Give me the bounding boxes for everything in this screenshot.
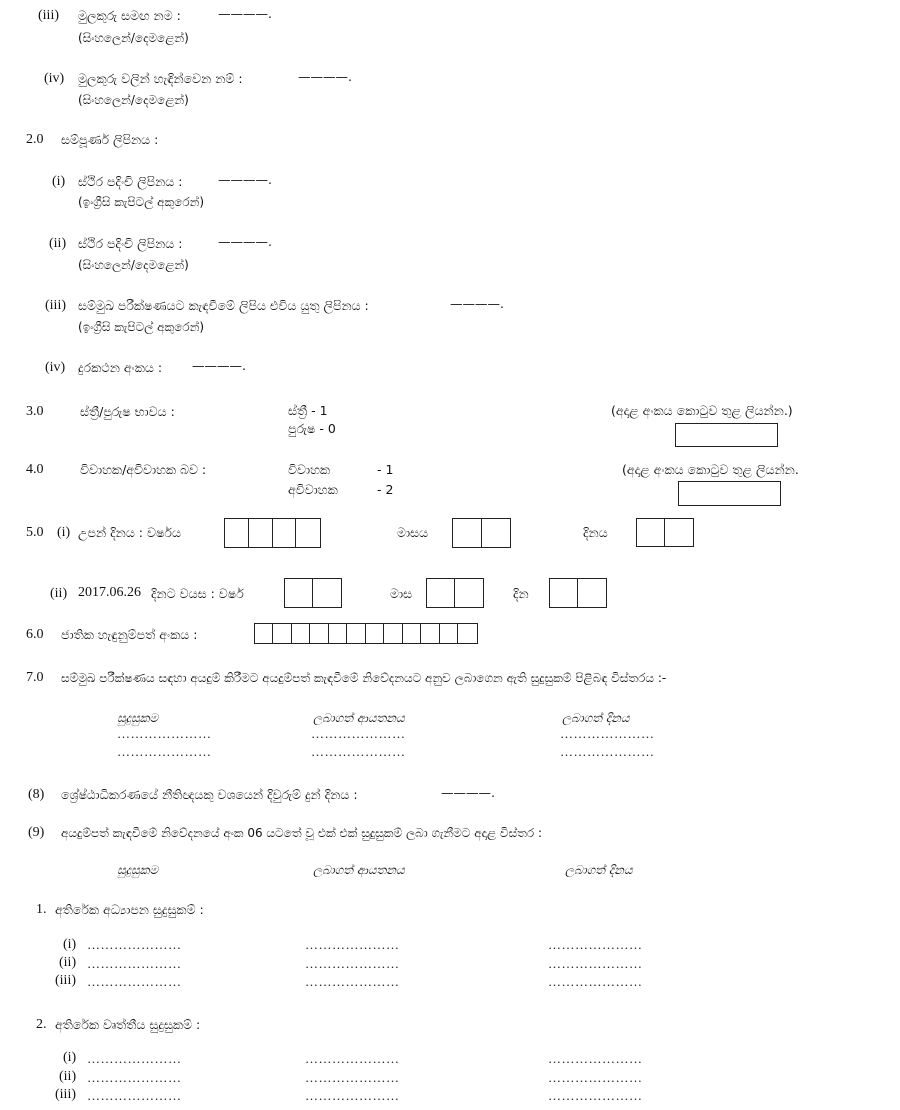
section-2-title: සම්පූර්ණ ලිපිනය : <box>61 132 159 147</box>
institution-field[interactable]: ………………… <box>305 1051 400 1066</box>
digit-box[interactable] <box>273 624 291 643</box>
qualification-field[interactable]: ………………… <box>117 744 212 759</box>
gender-label: ස්ත්‍රී/පුරුෂ භාවය : <box>80 404 175 419</box>
known-name-label: මුලකුරු වලින් හැඳින්වෙන නම් : <box>78 71 243 86</box>
digit-box[interactable] <box>440 624 458 643</box>
date-field[interactable]: ………………… <box>548 1070 643 1085</box>
digit-box[interactable] <box>329 624 347 643</box>
marital-option-married: විවාහක <box>288 462 331 477</box>
digit-box[interactable] <box>273 519 297 547</box>
section-4-number: 4.0 <box>26 462 44 477</box>
qualification-field[interactable]: ………………… <box>117 726 212 741</box>
col-header-qualification: සුදුසුකම <box>117 711 158 725</box>
col-header-date: ලබාගත් දිනය <box>565 863 633 877</box>
digit-box[interactable] <box>421 624 439 643</box>
permanent-address-si-hint: (සිංහලෙන්/දෙමළෙන්) <box>78 258 189 272</box>
permanent-address-en-line[interactable]: ————. <box>218 172 272 187</box>
age-reference-date: 2017.06.26 <box>78 585 141 600</box>
digit-box[interactable] <box>310 624 328 643</box>
known-name-hint: (සිංහලෙන්/දෙමළෙන්) <box>78 93 189 107</box>
digit-box[interactable] <box>578 579 606 607</box>
qualification-field[interactable]: ………………… <box>87 937 182 952</box>
col-header-institution: ලබාගත් ආයතනය <box>313 863 405 877</box>
phone-line[interactable]: ————. <box>192 358 246 373</box>
date-field[interactable]: ………………… <box>560 744 655 759</box>
age-months-label: මාස <box>390 586 413 601</box>
digit-box[interactable] <box>482 519 511 547</box>
institution-field[interactable]: ………………… <box>305 974 400 989</box>
additional-professional-label: අතිරේක වෘත්තීය සුදුසුකම් : <box>55 1017 201 1032</box>
row-index: (iii) <box>55 1087 76 1102</box>
col-header-qualification: සුදුසුකම <box>117 863 158 877</box>
section-3-number: 3.0 <box>26 404 44 419</box>
row-index: (i) <box>63 1050 77 1065</box>
digit-box[interactable] <box>255 624 273 643</box>
qualification-field[interactable]: ………………… <box>87 974 182 989</box>
initials-name-hint: (සිංහලෙන්/දෙමළෙන්) <box>78 31 189 45</box>
q2-number: 2. <box>36 1017 47 1032</box>
date-field[interactable]: ………………… <box>548 1051 643 1066</box>
digit-box[interactable] <box>550 579 578 607</box>
item-8-number: (8) <box>28 787 45 802</box>
marital-note: (අදාළ අංකය කොටුව තුළ ලියන්න. <box>622 462 799 477</box>
section-2-number: 2.0 <box>26 132 44 147</box>
date-field[interactable]: ………………… <box>548 956 643 971</box>
birth-day-boxes[interactable] <box>636 518 694 547</box>
date-field[interactable]: ………………… <box>548 937 643 952</box>
digit-box[interactable] <box>637 519 665 546</box>
age-years-boxes[interactable] <box>284 578 342 608</box>
mailing-address-label: සම්මුඛ පරීක්ෂණයට කැඳවීමේ ලිපිය එවිය යුතු ලිපිනය : <box>78 298 369 313</box>
qualification-field[interactable]: ………………… <box>87 1070 182 1085</box>
permanent-address-en-hint: (ඉංග්‍රීසි කැපිටල් අකුරෙන්) <box>78 195 205 209</box>
digit-box[interactable] <box>249 519 273 547</box>
institution-field[interactable]: ………………… <box>305 1088 400 1103</box>
nic-label: ජාතික හැඳුනුම්පත් අංකය : <box>61 627 198 642</box>
digit-box[interactable] <box>225 519 249 547</box>
initials-name-label: මුලකුරු සමඟ නම : <box>78 8 181 23</box>
birth-date-index: (i) <box>57 525 71 540</box>
birth-day-label: දිනය <box>583 525 608 540</box>
date-field[interactable]: ………………… <box>560 726 655 741</box>
digit-box[interactable] <box>453 519 482 547</box>
phone-number-index: (iv) <box>45 360 66 375</box>
birth-month-label: මාසය <box>397 525 429 540</box>
birth-year-label: උපන් දිනය : වර්ෂය <box>78 525 181 540</box>
qualification-field[interactable]: ………………… <box>87 1051 182 1066</box>
gender-option-male: පුරුෂ - 0 <box>288 421 336 436</box>
nic-boxes[interactable] <box>254 623 478 644</box>
item-iv-number: (iv) <box>44 71 65 86</box>
birth-year-boxes[interactable] <box>224 518 321 548</box>
age-days-boxes[interactable] <box>549 578 607 608</box>
digit-box[interactable] <box>427 579 455 607</box>
marital-status-label: විවාහක/අවිවාහක බව : <box>80 462 207 477</box>
row-index: (i) <box>63 937 77 952</box>
section-7-number: 7.0 <box>26 670 44 685</box>
age-index: (ii) <box>50 586 68 601</box>
digit-box[interactable] <box>285 579 313 607</box>
institution-field[interactable]: ………………… <box>311 744 406 759</box>
known-name-line[interactable]: ————. <box>298 69 352 84</box>
institution-field[interactable]: ………………… <box>305 1070 400 1085</box>
digit-box[interactable] <box>384 624 402 643</box>
gender-input-box[interactable] <box>675 423 778 447</box>
qualification-field[interactable]: ………………… <box>87 1088 182 1103</box>
permanent-address-si-label: ස්ථිර පදිංචි ලිපිනය : <box>78 236 183 251</box>
qualifications-intro: සම්මුඛ පරීක්ෂණය සඳහා අයදුම් කිරීමට අයදුම්පත් කැඳවීමේ නිවේදනයට අනුව ලබාගෙන ඇති සුදුසුකම් පිළිබඳ විස්තරය :- <box>61 671 667 685</box>
address-iii-number: (iii) <box>45 298 66 313</box>
oath-date-line[interactable]: ————. <box>441 785 495 800</box>
marital-option-unmarried-value: - 2 <box>377 482 394 497</box>
gender-option-female: ස්ත්‍රී - 1 <box>288 403 328 418</box>
date-field[interactable]: ………………… <box>548 974 643 989</box>
permanent-address-en-label: ස්ථිර පදිංචි ලිපිනය : <box>78 174 183 189</box>
marital-option-married-value: - 1 <box>377 462 394 477</box>
digit-box[interactable] <box>313 579 341 607</box>
age-years-label: දිනට වයස : වර්ෂ <box>151 586 244 601</box>
row-index: (iii) <box>55 973 76 988</box>
digit-box[interactable] <box>458 624 476 643</box>
digit-box[interactable] <box>292 624 310 643</box>
gender-note: (අදාළ අංකය කොටුව තුළ ලියන්න.) <box>611 403 793 418</box>
additional-education-label: අතිරේක අධ්‍යාපන සුදුසුකම් : <box>55 902 204 917</box>
address-ii-number: (ii) <box>49 236 67 251</box>
age-months-boxes[interactable] <box>426 578 484 608</box>
additional-qualifications-intro: අයදුම්පත් කැඳවීමේ නිවේදනයේ අංක 06 යටතේ වූ එක් එක් සුදුසුකම් ලබා ගැනීමට අදාළ විස්තර : <box>61 826 543 840</box>
address-i-number: (i) <box>52 174 66 189</box>
initials-name-line[interactable]: ————. <box>218 6 272 21</box>
item-9-number: (9) <box>28 825 45 840</box>
item-iii-number: (iii) <box>38 8 59 23</box>
col-header-date: ලබාගත් දිනය <box>562 711 630 725</box>
institution-field[interactable]: ………………… <box>311 726 406 741</box>
qualification-field[interactable]: ………………… <box>87 956 182 971</box>
permanent-address-si-line[interactable]: ————. <box>218 234 272 249</box>
mailing-address-line[interactable]: ————. <box>450 296 504 311</box>
section-5-number: 5.0 <box>26 525 44 540</box>
date-field[interactable]: ………………… <box>548 1088 643 1103</box>
phone-label: දුරකථන අංකය : <box>78 360 163 375</box>
age-days-label: දින <box>513 586 529 601</box>
digit-box[interactable] <box>665 519 693 546</box>
section-6-number: 6.0 <box>26 627 44 642</box>
marital-option-unmarried: අවිවාහක <box>288 482 338 497</box>
institution-field[interactable]: ………………… <box>305 937 400 952</box>
digit-box[interactable] <box>366 624 384 643</box>
institution-field[interactable]: ………………… <box>305 956 400 971</box>
digit-box[interactable] <box>403 624 421 643</box>
marital-input-box[interactable] <box>678 481 781 506</box>
row-index: (ii) <box>59 1069 77 1084</box>
row-index: (ii) <box>59 955 77 970</box>
birth-month-boxes[interactable] <box>452 518 511 548</box>
mailing-address-hint: (ඉංග්‍රීසි කැපිටල් අකුරෙන්) <box>78 320 205 334</box>
q1-number: 1. <box>36 902 47 917</box>
col-header-institution: ලබාගත් ආයතනය <box>313 711 405 725</box>
digit-box[interactable] <box>455 579 483 607</box>
digit-box[interactable] <box>296 519 320 547</box>
oath-date-label: ශ්‍රේෂ්ඨාධිකරණයේ නීතිඥයකු වශයෙන් දිවුරුම් දුන් දිනය : <box>61 787 358 802</box>
digit-box[interactable] <box>347 624 365 643</box>
